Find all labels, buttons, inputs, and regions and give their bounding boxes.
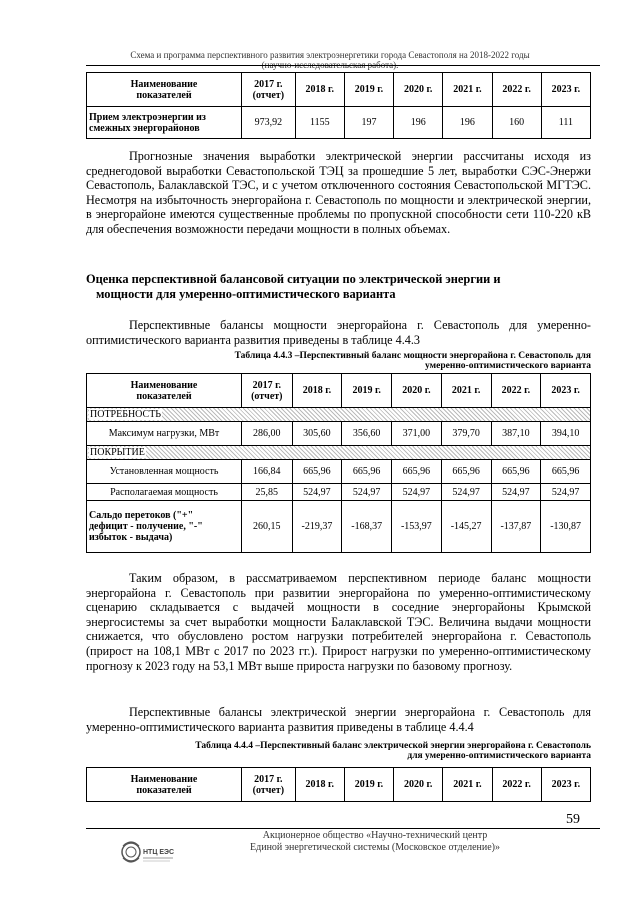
table-row: [87, 501, 591, 553]
table-cell: -168,37: [342, 501, 392, 553]
col-2017-header: 2017 г. (отчет): [242, 768, 296, 802]
table-cell: 524,97: [491, 484, 541, 501]
table-cell: 379,70: [441, 422, 491, 446]
table-4-4-3: [86, 373, 591, 553]
header-line-2: (научно-исследовательская работа).: [261, 60, 399, 70]
col-2021-header: 2021 г.: [443, 73, 492, 107]
footer-line-1: Акционерное общество «Научно-технический центр: [262, 830, 488, 841]
col-2019-header: 2019 г.: [342, 374, 392, 408]
paragraph-power-balance-intro: Перспективные балансы мощности энергорайона г. Севастополь для умеренно-оптимистического варианта развития приведены в таблице 4.4.3: [86, 318, 591, 347]
table-cell: 196: [394, 107, 443, 139]
col-2021-header: 2021 г.: [441, 374, 491, 408]
table-cell: 356,60: [342, 422, 392, 446]
row-label-import: Прием электроэнергии из смежных энергорайонов: [87, 107, 242, 139]
col-2020-header: 2020 г.: [394, 768, 443, 802]
section-heading: Оценка перспективной балансовой ситуации по электрической энергии и мощности для умеренно-оптимистического варианта: [86, 272, 501, 301]
col-2020-header: 2020 г.: [394, 73, 443, 107]
table-cell: 524,97: [441, 484, 491, 501]
paragraph-conclusion: Таким образом, в рассматриваемом перспективном периоде баланс мощности энергорайона г. Севастополь при развитии энергорайона по умеренно-оптимистическому сценарию складывается с выдачей мощности в соседние энергорайоны Крымской энергосистемы за счет выработки мощности Балаклавской ТЭС. Величина выдачи мощности снижается, что обусловлено ростом нагрузки потребителей энергорайона г. Севастополь (прирост на 108,1 МВт с 2017 по 2023 гг.). Прирост нагрузки по умеренно-оптимистическому прогнозу к 2023 году на 53,1 МВт выше прироста нагрузки по базовому прогнозу.: [86, 571, 591, 673]
col-name-header: Наименование показателей: [87, 73, 242, 107]
table-header-row: [87, 768, 591, 802]
table-cell: 665,96: [342, 460, 392, 484]
table-cell: 665,96: [541, 460, 591, 484]
col-2023-header: 2023 г.: [541, 73, 590, 107]
paragraph-energy-balance-intro: Перспективные балансы электрической энергии энергорайона г. Севастополь для умеренно-оптимистического варианта развития приведены в таблице 4.4.4: [86, 705, 591, 734]
section-row-need: [87, 408, 591, 422]
table-cell: 196: [443, 107, 492, 139]
table-cell: 524,97: [342, 484, 392, 501]
page-number: 59: [566, 812, 580, 827]
col-2023-header: 2023 г.: [541, 374, 591, 408]
table-cell: 1155: [295, 107, 344, 139]
table-cell: 286,00: [242, 422, 293, 446]
table-caption-4-4-3: Таблица 4.4.3 –Перспективный баланс мощности энергорайона г. Севастополь для умеренно-оптимистического варианта: [234, 351, 591, 371]
table-prev-continuation: [86, 72, 591, 139]
table-cell: 160: [492, 107, 541, 139]
section-row-cover: [87, 446, 591, 460]
table-cell: 524,97: [292, 484, 342, 501]
row-label-available: Располагаемая мощность: [87, 484, 242, 501]
col-name-header: Наименование показателей: [87, 374, 242, 408]
table-cell: 371,00: [392, 422, 442, 446]
table-header-row: [87, 73, 591, 107]
page-header: [80, 50, 580, 70]
col-2020-header: 2020 г.: [392, 374, 442, 408]
table-4-4-4: [86, 767, 591, 802]
table-cell: 665,96: [292, 460, 342, 484]
col-name-header: Наименование показателей: [87, 768, 242, 802]
col-2017-header: 2017 г. (отчет): [242, 73, 296, 107]
table-cell: -130,87: [541, 501, 591, 553]
table-cell: -137,87: [491, 501, 541, 553]
table-cell: 665,96: [392, 460, 442, 484]
col-2018-header: 2018 г.: [292, 374, 342, 408]
row-label-max-load: Максимум нагрузки, МВт: [87, 422, 242, 446]
table-cell: 305,60: [292, 422, 342, 446]
col-2019-header: 2019 г.: [344, 768, 393, 802]
col-2018-header: 2018 г.: [295, 768, 344, 802]
table-caption-4-4-4: Таблица 4.4.4 –Перспективный баланс электрической энергии энергорайона г. Севастополь для умеренно-оптимистического варианта: [195, 741, 591, 761]
page-footer: [210, 830, 540, 854]
table-cell: 111: [541, 107, 590, 139]
col-2019-header: 2019 г.: [344, 73, 393, 107]
company-logo: [120, 834, 175, 870]
logo-text: НТЦ ЕЭС: [143, 849, 175, 856]
table-cell: 197: [344, 107, 393, 139]
table-cell: 524,97: [392, 484, 442, 501]
footer-line-2: Единой энергетической системы (Московское отделение)»: [250, 842, 500, 853]
table-row: [87, 107, 591, 139]
footer-divider: [86, 828, 600, 829]
col-2021-header: 2021 г.: [443, 768, 492, 802]
table-row: [87, 460, 591, 484]
table-cell: -219,37: [292, 501, 342, 553]
row-label-installed: Установленная мощность: [87, 460, 242, 484]
col-2018-header: 2018 г.: [295, 73, 344, 107]
table-header-row: [87, 374, 591, 408]
section-label-need: ПОТРЕБНОСТЬ: [87, 408, 591, 422]
table-row: [87, 484, 591, 501]
table-cell: 665,96: [491, 460, 541, 484]
header-line-1: Схема и программа перспективного развития электроэнергетики города Севастополя на 2018-2022 годы: [130, 50, 530, 60]
table-cell: -153,97: [392, 501, 442, 553]
col-2022-header: 2022 г.: [492, 768, 541, 802]
table-cell: 166,84: [242, 460, 293, 484]
table-cell: 973,92: [242, 107, 296, 139]
table-cell: 387,10: [491, 422, 541, 446]
table-cell: 665,96: [441, 460, 491, 484]
table-cell: 394,10: [541, 422, 591, 446]
header-divider: [86, 65, 600, 66]
table-cell: 260,15: [242, 501, 293, 553]
table-cell: 25,85: [242, 484, 293, 501]
col-2022-header: 2022 г.: [492, 73, 541, 107]
col-2022-header: 2022 г.: [491, 374, 541, 408]
table-cell: -145,27: [441, 501, 491, 553]
section-label-cover: ПОКРЫТИЕ: [87, 446, 591, 460]
table-row: [87, 422, 591, 446]
row-label-saldo: Сальдо перетоков ("+" дефицит - получение, "-" избыток - выдача): [87, 501, 242, 553]
col-2017-header: 2017 г. (отчет): [242, 374, 293, 408]
table-cell: 524,97: [541, 484, 591, 501]
col-2023-header: 2023 г.: [541, 768, 590, 802]
paragraph-forecast: Прогнозные значения выработки электрической энергии рассчитаны исходя из среднегодовой выработки Севастопольской ТЭЦ за прошедшие 5 лет, выработки СЭС-Энержи Севастополь, Балаклавской ТЭС, и с учетом отключенного состояния Севастопольской МГТЭС. Несмотря на избыточность энергорайона г. Севастополь по мощности и электрической энергии, в энергорайоне имеются существенные проблемы по пропускной способности сети 110-220 кВ для обеспечения возможности передачи мощности в полных объемах.: [86, 149, 591, 236]
